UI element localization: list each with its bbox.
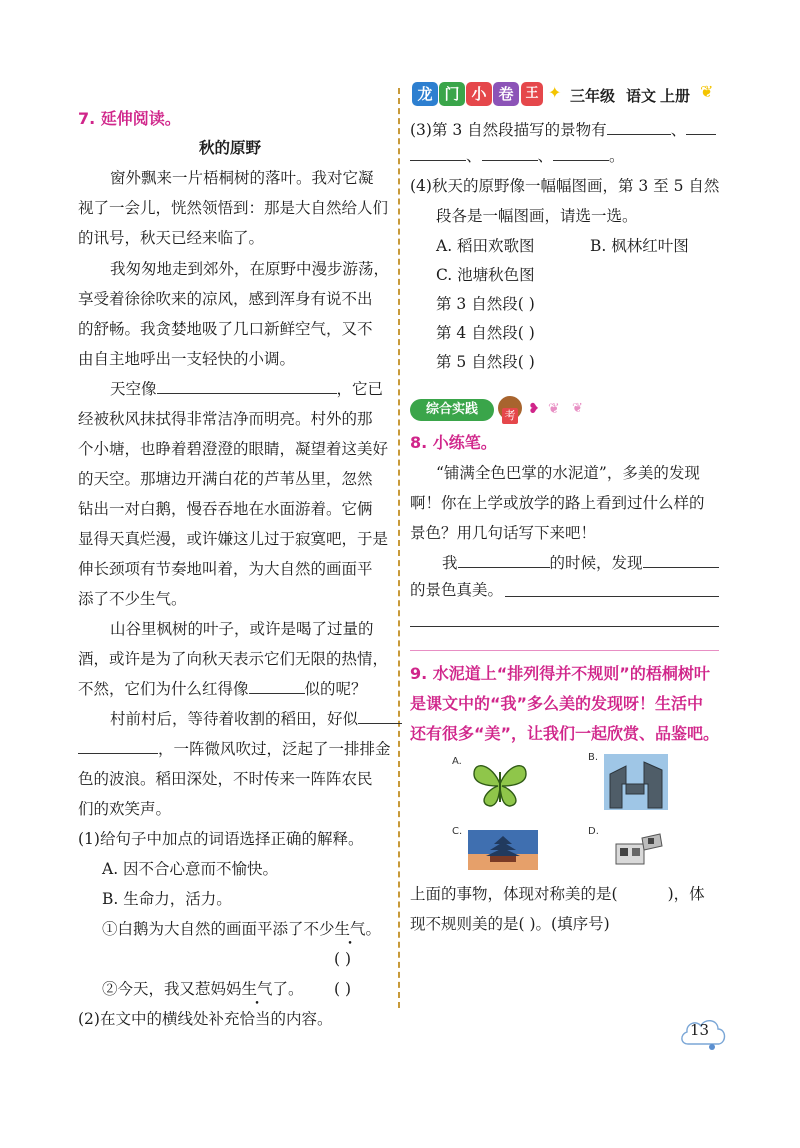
temple-icon	[468, 830, 538, 870]
passage-line: 钻出一对白鹅，慢吞吞地在水面游着。它俩	[78, 500, 373, 518]
subquestion-3-cont: 、 、 。	[410, 146, 625, 166]
subquestion-1: (1)给句子中加点的词语选择正确的解释。	[78, 830, 364, 848]
question-9-line: 还有很多“美”，让我们一起欣赏、品鉴吧。	[410, 724, 720, 743]
writing-line[interactable]	[410, 626, 719, 627]
subquestion-4-cont: 段各是一幅图画，请选一选。	[436, 207, 638, 225]
passage-line: 添了不少生气。	[78, 590, 187, 608]
passage-line-fill: 村前村后，等待着收割的稻田，好似	[110, 709, 402, 729]
question-8-title: 8. 小练笔。	[410, 433, 497, 452]
subject-label: 语文	[626, 87, 657, 105]
option-a: A. 稻田欢歌图	[436, 237, 535, 255]
passage-line: 个小塘，也睁着碧澄澄的眼睛，凝望着这美好	[78, 440, 389, 458]
passage-line: 们的欢笑声。	[78, 800, 172, 818]
q9-answer-line: 上面的事物，体现对称美的是( )，体	[410, 885, 705, 903]
dotted-word: 生气	[241, 980, 273, 998]
q8-fill-line: 我 的时候，发现	[442, 553, 719, 573]
page-number: 13	[690, 1021, 710, 1039]
option-image-a[interactable]: A.	[452, 756, 536, 812]
section-badge	[410, 396, 610, 426]
subquestion-2: (2)在文中的横线处补充恰当的内容。	[78, 1010, 333, 1028]
sculpture-icon	[614, 830, 664, 870]
answer-blank[interactable]	[458, 553, 550, 568]
option-b: B. 枫林红叶图	[590, 237, 689, 255]
page-number-badge	[678, 1014, 728, 1052]
answer-blank[interactable]	[78, 739, 158, 754]
volume-label: 上册	[660, 87, 691, 105]
question-9-line: 9. 水泥道上“排列得并不规则”的梧桐树叶	[410, 664, 710, 683]
butterfly-icon: ❦	[700, 82, 714, 101]
subquestion-4: (4)秋天的原野像一幅幅图画，第 3 至 5 自然	[410, 177, 720, 195]
question-9-line: 是课文中的“我”多么美的发现呀！生活中	[410, 694, 704, 713]
answer-blank[interactable]	[157, 379, 337, 394]
option-image-d[interactable]: D.	[588, 826, 672, 872]
answer-paren[interactable]: ( )	[334, 980, 352, 998]
q8-line: 啊！你在上学或放学的路上看到过什么样的	[410, 494, 705, 512]
answer-blank[interactable]	[249, 679, 305, 694]
passage-line-fill: ，一阵微风吹过，泛起了一排排金	[78, 739, 391, 759]
dotted-word: 生气	[334, 920, 366, 938]
option-image-c[interactable]: C.	[452, 826, 540, 872]
question-7-title: 7. 延伸阅读。	[78, 109, 181, 128]
q8-line: “铺满全色巴掌的水泥道”，多美的发现	[436, 464, 700, 482]
answer-blank[interactable]	[686, 120, 716, 135]
section-badge-stamp: 考	[502, 408, 518, 424]
q8-fill-line: 的景色真美。	[410, 581, 504, 599]
section-separator	[410, 650, 719, 651]
passage-title: 秋的原野	[199, 139, 262, 157]
match-paragraph-5[interactable]: 第 5 自然段( )	[436, 353, 535, 371]
answer-blank[interactable]	[410, 146, 466, 161]
passage-line: 由自主地呼出一支轻快的小调。	[78, 350, 296, 368]
passage-line: 色的波浪。稻田深处，不时传来一阵阵农民	[78, 770, 373, 788]
passage-line: 我匆匆地走到郊外，在原野中漫步游荡，	[110, 260, 390, 278]
option-image-b[interactable]: B.	[588, 752, 672, 812]
building-icon	[604, 754, 668, 810]
butterfly-icon: ❦	[572, 401, 583, 416]
option-a: A. 因不合心意而不愉快。	[102, 860, 279, 878]
passage-line: 视了一会儿，恍然领悟到：那是大自然给人们	[78, 199, 389, 217]
q9-answer-line: 现不规则美的是( )。(填序号)	[410, 915, 610, 933]
grade-label: 三年级	[570, 87, 616, 105]
passage-line-fill: 天空像 ，它已	[110, 380, 384, 398]
answer-blank[interactable]	[553, 146, 609, 161]
match-paragraph-4[interactable]: 第 4 自然段( )	[436, 324, 535, 342]
option-b: B. 生命力，活力。	[102, 890, 232, 908]
answer-blank[interactable]	[643, 553, 719, 568]
passage-line-fill: 不然，它们为什么红得像 似的呢？	[78, 680, 367, 698]
column-divider	[398, 88, 400, 1008]
section-badge-label: 综合实践	[410, 399, 494, 421]
answer-blank[interactable]	[358, 709, 402, 724]
writing-line[interactable]	[505, 596, 719, 597]
butterfly-icon	[470, 758, 530, 810]
butterfly-icon: ❦	[548, 401, 560, 417]
passage-line: 的讯号，秋天已经来临了。	[78, 229, 265, 247]
q8-line: 景色？用几句话写下来吧！	[410, 524, 597, 542]
answer-blank[interactable]	[607, 120, 671, 135]
passage-line: 酒，或许是为了向秋天表示它们无限的热情，	[78, 650, 389, 668]
subquestion-3: (3)第 3 自然段描写的景物有 、	[410, 120, 716, 140]
header-logo-tail: 王	[521, 82, 543, 106]
match-paragraph-3[interactable]: 第 3 自然段( )	[436, 295, 535, 313]
passage-line: 显得天真烂漫，或许嫌这儿过于寂寞吧，于是	[78, 530, 389, 548]
passage-line: 享受着徐徐吹来的凉风，感到浑身有说不出	[78, 290, 373, 308]
star-icon: ✦	[548, 83, 562, 102]
item-2: ②今天，我又惹妈妈生气了。	[102, 980, 304, 998]
passage-line: 山谷里枫树的叶子，或许是喝了过量的	[110, 620, 374, 638]
bird-icon: ❥	[528, 401, 540, 417]
answer-paren[interactable]: ( )	[334, 950, 352, 968]
passage-line: 的舒畅。我贪婪地吸了几口新鲜空气，又不	[78, 320, 373, 338]
passage-line: 经被秋风抹拭得非常洁净而明亮。村外的那	[78, 410, 373, 428]
passage-line: 窗外飘来一片梧桐树的落叶。我对它凝	[110, 169, 374, 187]
answer-blank[interactable]	[482, 146, 538, 161]
item-1: ①白鹅为大自然的画面平添了不少生气。	[102, 920, 382, 938]
passage-line: 的天空。那塘边开满白花的芦苇丛里，忽然	[78, 470, 373, 488]
series-logo: 龙 门 小 卷	[412, 82, 520, 108]
header-banner	[412, 80, 732, 110]
option-c: C. 池塘秋色图	[436, 266, 535, 284]
passage-line: 伸长颈项有节奏地叫着，为大自然的画面平	[78, 560, 373, 578]
